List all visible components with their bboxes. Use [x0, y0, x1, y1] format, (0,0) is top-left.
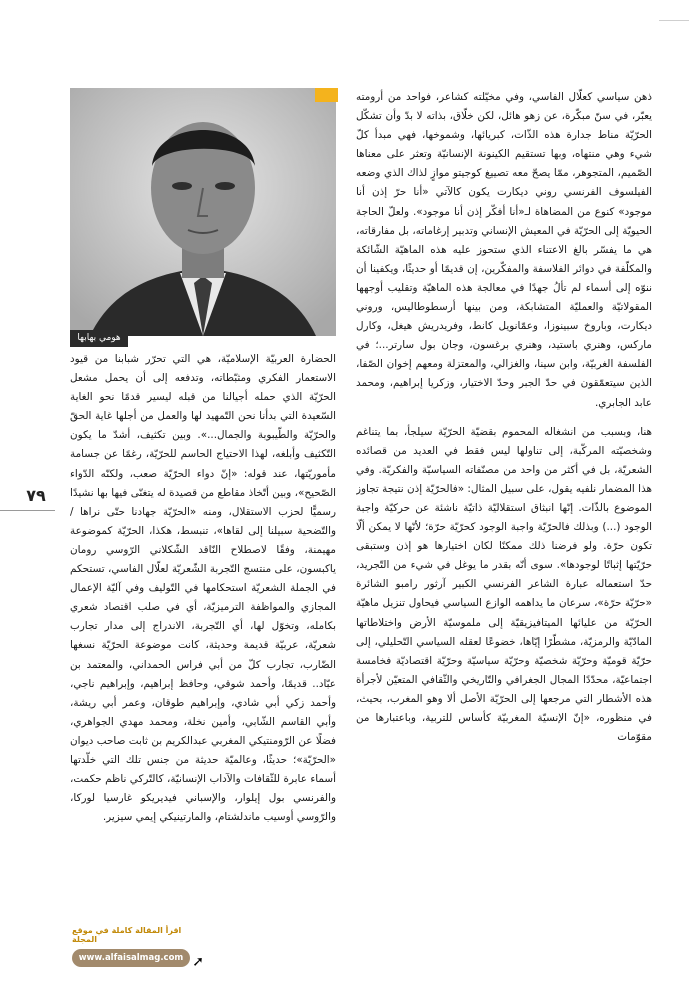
page-number: ٧٩ [26, 486, 46, 505]
right-paragraph-2: هنا، وبسبب من انشغاله المحموم بقضيّة الحرّيّة سيلجأ، بما يتناغم وشخصيّته المركّبة، إلى تناولها ليس فقط في العديد من قصائده الشعريّة، بل في أكثر من واحد من مصنّفاته السياسيّة والفكريّة. وفي هذا المضمار نلفيه يقول، على سبيل المثال: «فالحرّيّة إذن نتيجة تجاوز الموضوع بالذّات. إنّها انبثاق استقلاليّة ذاتيّة ناشئة عن حركيّة واجبة الوجود (...) وبذلك فالحرّيّة واجبة الوجود كحرّيّة حرّة؛ لأنّها لا يمكن ألّا تكون حرّة. ولو فرضنا ذلك ممكنًا لكان اختيارها هو إذن وستبقى حرّيّتها إثباتًا لوجودها». سوى أنّه بقدر ما يوغل في شيء من التّجريد، حدّ استعماله عبارة الشاعر الفرنسي الكبير آرثور رامبو الشائرة «حرّيّة حرّة»، سرعان ما يداهمه الوازع السياسي فيحاول تنزيل ماهيّة الحرّيّة من عليائها الميتافيزيقيّة إلى ملموسيّة الأرض واختلاطاتها المادّيّة والرمزيّة، مشطّرًا إيّاها، خضوعًا لعقله السياسي التّحليلي، إلى حرّيّة قوميّة وحرّيّة شخصيّة وحرّيّة سياسيّة وحرّيّة اقتصاديّة فخامسة اجتماعيّة، محدّدًا المجال الجغرافي والتّاريخي والثّقافي المتعيّن لأجرأة هذه الأشطار التي مرجعها إلى الحرّيّة الأصل ألا وهو المغرب، بحيث، في منظوره، «إنّ الإنسيّة المغربيّة كأساس للتربية، وباعتبارها من مقوّمات [356, 425, 652, 744]
top-margin-rule [659, 20, 689, 21]
promo-url-text: www.alfaisalmag.com [78, 953, 184, 963]
portrait-photo [70, 88, 336, 336]
right-paragraph-1: ذهن سياسي كعلّال الفاسي، وفي مخيّلته كشاعر، فواحد من أرومته يعبّر، في سنّ مبكّرة، عن زهو هائل، لكن خلّاق، بذاته لا بدّ وأن تشكّل الحرّيّة مناط جدارة هذه الذّات، كبريائها، وشموخها، فهي مبدأ كلّ شيء وهي منتهاه، وبها تستقيم الكينونة الإنسانيّة وتعثر على معناها الصّميم، المتجوهر، ممّا يصحّ معه تصييغ كوجيتو موازٍ لذاك الذي وضعه الفيلسوف الفرنسي روني ديكارت يكون كالآتي «أنا حرّ إذن أنا موجود» كنوع من المضاهاة لـ«أنا أفكّر إذن أنا موجود». ولعلّ الحاجة الحيويّة إلى الحرّيّة في المعيش الإنساني وتدبير إرغاماته، بل مفارقاته، هي ما يفسّر بالغ الاعتناء الذي ستحوز عليه هذه الماهيّة الشّائكة والمكلّفة في دوائر الفلاسفة والمفكّرين، إن قديمًا أو حديثًا، ويكفينا أن ننوّه إلى أسماء لم تألُ جهدًا في معالجة هذه الماهيّة وتقليب أوجهها المقولاتيّة والعمليّة المتشابكة، ومن بينها أرسطوطاليس، وروني ديكارت، وباروخ سبينوزا، وعمّانويل كانط، وفريدريش هيغل، وكارل ماركس، وهنري باستيد، وهنري برغسون، وجان بول سارتر...؛ في الفلسفة الغربيّة، وابن سينا، والغزالي، والمعتزلة ومعهم إخوان الصّفا، الذين سيتعمّقون في حدّ الجبر وحدّ الاختيار، وزكريا إبراهيم، ومحمد عابد الجابري. [356, 91, 652, 409]
left-paragraph-1: الحضارة العربيّة الإسلاميّة، هي التي تحرّر شبابنا من قيود الاستعمار الفكري ومثبّطاته، وتدفعه إلى أن يحمل مشعل الحرّيّة الذي حمله أجيالنا من قبله ليسير قدمًا نحو الغاية السّعيدة التي بدأنا نحن التّمهيد لها والعمل من أجلها غاية الحقّ والحرّيّة والطّيبوبة والجمال...». وبين تكثيف، أشدّ ما يكون التّكثيف وأبلغه، لهذا الاحتياج الحاسم للحرّيّة، رغمًا عن جسامة مأموريّتها، عند قوله: «إنّ دواء الحرّيّة صعب، ولكنّه الدّواء الصّحيح»، وبين أتّخاذ مقاطع من قصيدة له يتغنّى فيها بها نشيدًا رسميًّا لحزب الاستقلال، ومنه «الحرّيّة جهادنا حتّى نراها / والتّضحية سبيلنا إلى لقاها»، تنبسط، هكذا، الحرّيّة كموضوعة مهيمنة، وفقًا لاصطلاح النّاقد الشّكلاني الرّوسي رومان ياكبسون، على منتسج التّجربة الشّعريّة لعلّال الفاسي، تستحكم في الجملة الشعريّة استحكامها في التّوليف وفي آليّة الإعمال المجازي والمواظفة الترميزيّة، أي في صلب اقتصاد شعري بكامله، وتخوّل لها، أي التّجربة، الاندراج إلى مدار تجارب شعريّة، عربيّة قديمة وحديثة، كانت موضوعة الحرّيّة نسغها الضّارب، تجارب كلّ من أبي فراس الحمداني، والمعتمد بن عبّاد.. قديمًا، وأحمد شوقي، وحافظ إبراهيم، وإبراهيم ناجي، وأحمد زكي أبي شادي، وإبراهيم طوقان، وعمر أبي ريشة، وأبي القاسم الشّابي، وأمين نخلة، ومحمد مهدي الجواهري، فضلًا عن الرّومنتيكي المغربي عبدالكريم بن ثابت صاحب ديوان «الحرّيّة»؛ حديثًا، وعالميّة حديثة من جنس تلك التي خلّدتها أسماء عابرة للثّقافات والآداب الإنسانيّة، كالتّركي ناظم حكمت، والفرنسي بول إيلوار، والإسباني فيديريكو غارسيا لوركا، والرّوسي أوسيب ماندلشتام، والمارتينيكي إيمي سيزير. [70, 353, 336, 824]
photo-corner-accent [315, 88, 338, 102]
promo-block [72, 926, 204, 970]
promo-url-button[interactable] [72, 949, 204, 970]
page-number-rule [0, 510, 55, 511]
right-text-column [356, 88, 652, 988]
portrait-illustration [70, 88, 336, 336]
cursor-icon: ➚ [192, 954, 204, 970]
left-text-column [70, 350, 336, 920]
promo-label: اقرأ المقالة كاملة في موقع المجلة [72, 926, 182, 944]
photo-caption: هومي بهابها [70, 330, 128, 347]
